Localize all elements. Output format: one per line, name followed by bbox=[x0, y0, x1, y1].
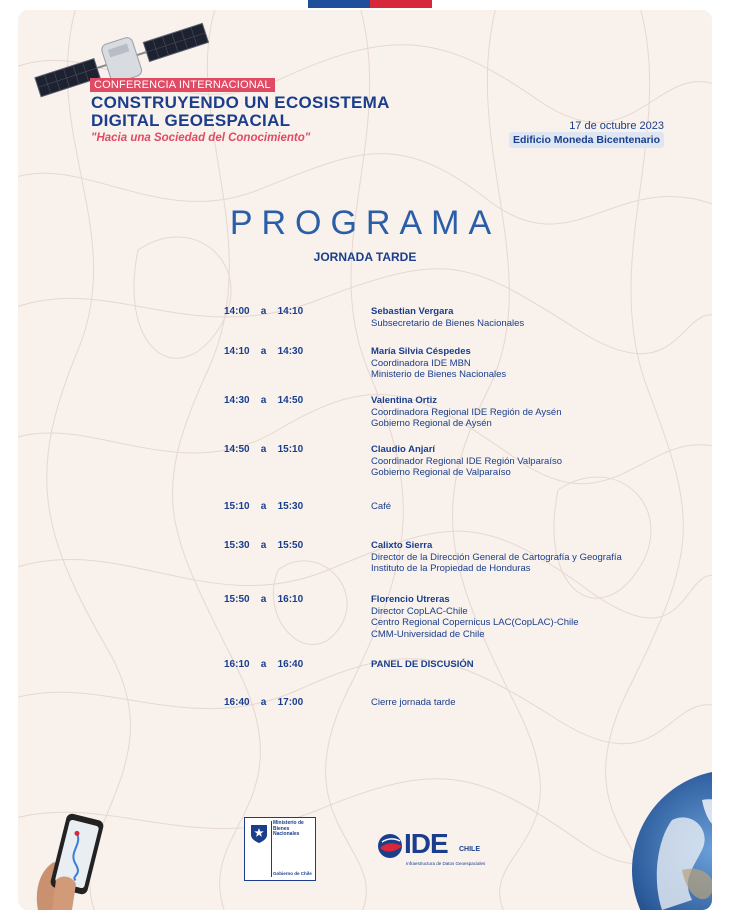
speaker-name: Valentina Ortiz bbox=[371, 395, 437, 406]
flag-red bbox=[370, 0, 432, 8]
speaker-role: Director de la Dirección General de Cartografía y Geografía bbox=[371, 551, 622, 563]
event-date: 17 de octubre 2023 bbox=[569, 120, 664, 132]
title-line-2: DIGITAL GEOESPACIAL bbox=[91, 111, 291, 130]
title-line-1: CONSTRUYENDO UN ECOSISTEMA bbox=[91, 93, 390, 112]
ide-chile-logo bbox=[374, 828, 504, 876]
speaker-role: Coordinadora IDE MBN bbox=[371, 357, 471, 369]
event-venue: Edificio Moneda Bicentenario bbox=[509, 132, 664, 148]
speaker-role: Subsecretario de Bienes Nacionales bbox=[371, 317, 525, 329]
session-description: Café bbox=[371, 501, 392, 512]
speaker-name: Calixto Sierra bbox=[371, 540, 433, 551]
speaker-role: Coordinadora Regional IDE Región de Aysén bbox=[371, 406, 562, 418]
hand-phone-image bbox=[32, 810, 112, 910]
schedule bbox=[18, 10, 712, 910]
start-time: 16:10 bbox=[224, 659, 250, 670]
program-title: PROGRAMA bbox=[229, 204, 501, 242]
speaker-name: Claudio Anjarí bbox=[371, 444, 436, 455]
time-separator: a bbox=[260, 395, 267, 406]
end-time: 14:30 bbox=[277, 346, 304, 357]
speaker-organization: Instituto de la Propiedad de Honduras bbox=[371, 563, 531, 574]
session-info bbox=[371, 395, 671, 430]
ide-globe-icon bbox=[376, 832, 404, 860]
time-range bbox=[224, 594, 303, 605]
time-range bbox=[224, 697, 303, 708]
ministerio-name bbox=[273, 821, 304, 838]
session-info bbox=[371, 501, 671, 513]
conference-badge: CONFERENCIA INTERNACIONAL bbox=[90, 78, 275, 92]
end-time: 15:50 bbox=[277, 540, 304, 551]
speaker-organization: Gobierno Regional de Aysén bbox=[371, 418, 492, 429]
end-time: 17:00 bbox=[277, 697, 304, 708]
ide-chile-label: CHILE bbox=[459, 846, 480, 853]
time-range bbox=[224, 395, 303, 406]
logo-divider bbox=[271, 821, 272, 877]
start-time: 15:10 bbox=[224, 501, 250, 512]
speaker-organization: CMM-Universidad de Chile bbox=[371, 628, 485, 640]
time-separator: a bbox=[260, 697, 267, 708]
speaker-role: Coordinador Regional IDE Región Valparaíso bbox=[371, 455, 562, 467]
session-info bbox=[371, 540, 671, 575]
speaker-organization: Centro Regional Copernicus LAC(CopLAC)-Chile bbox=[371, 617, 579, 628]
speaker-name: María Silvia Céspedes bbox=[371, 346, 471, 357]
speaker-organization: Gobierno Regional de Valparaíso bbox=[371, 467, 511, 478]
end-time: 14:10 bbox=[277, 306, 304, 317]
time-separator: a bbox=[260, 306, 267, 317]
end-time: 15:10 bbox=[277, 444, 304, 455]
start-time: 14:10 bbox=[224, 346, 250, 357]
ministerio-line: Ministerio de bbox=[273, 820, 304, 826]
ministerio-line: Bienes bbox=[273, 825, 290, 832]
time-range bbox=[224, 540, 303, 551]
time-range bbox=[224, 306, 303, 317]
ide-wordmark: IDE bbox=[404, 828, 448, 859]
program-card bbox=[18, 10, 712, 910]
start-time: 15:30 bbox=[224, 540, 250, 551]
time-range bbox=[224, 659, 303, 670]
end-time: 15:30 bbox=[277, 501, 304, 512]
ministerio-line: Nacionales bbox=[273, 831, 300, 837]
start-time: 14:50 bbox=[224, 444, 250, 455]
speaker-role: Director CopLAC-Chile bbox=[371, 605, 468, 617]
earth-image bbox=[632, 760, 712, 910]
time-separator: a bbox=[260, 540, 267, 551]
ide-subtitle: Infraestructura de Datos Geoespaciales bbox=[406, 861, 486, 866]
end-time: 14:50 bbox=[277, 395, 304, 406]
session-info bbox=[371, 659, 671, 671]
panel-title: PANEL DE DISCUSIÓN bbox=[371, 659, 474, 670]
time-separator: a bbox=[260, 594, 267, 605]
ministerio-bienes-nacionales-logo bbox=[244, 817, 316, 881]
flag-bar bbox=[308, 0, 432, 8]
time-separator: a bbox=[260, 346, 267, 357]
session-description: Cierre jornada tarde bbox=[371, 697, 456, 708]
session-info bbox=[371, 594, 671, 640]
flag-blue bbox=[308, 0, 370, 8]
start-time: 14:30 bbox=[224, 395, 250, 406]
time-separator: a bbox=[260, 501, 267, 512]
speaker-name: Florencio Utreras bbox=[371, 594, 450, 605]
speaker-name: Sebastian Vergara bbox=[371, 306, 454, 317]
speaker-organization: Ministerio de Bienes Nacionales bbox=[371, 369, 507, 380]
session-info bbox=[371, 697, 671, 709]
chile-coat-of-arms-icon bbox=[249, 822, 269, 844]
time-range bbox=[224, 444, 303, 455]
gobierno-label: Gobierno de Chile bbox=[273, 871, 312, 876]
time-separator: a bbox=[260, 444, 267, 455]
end-time: 16:40 bbox=[277, 659, 304, 670]
start-time: 15:50 bbox=[224, 594, 250, 605]
start-time: 14:00 bbox=[224, 306, 250, 317]
session-info bbox=[371, 306, 671, 329]
session-info bbox=[371, 346, 671, 381]
end-time: 16:10 bbox=[277, 594, 304, 605]
session-label: JORNADA TARDE bbox=[313, 250, 417, 264]
start-time: 16:40 bbox=[224, 697, 250, 708]
conference-subtitle: "Hacia una Sociedad del Conocimiento" bbox=[91, 132, 311, 144]
time-range bbox=[224, 346, 303, 357]
time-range bbox=[224, 501, 303, 512]
time-separator: a bbox=[260, 659, 267, 670]
session-info bbox=[371, 444, 671, 479]
